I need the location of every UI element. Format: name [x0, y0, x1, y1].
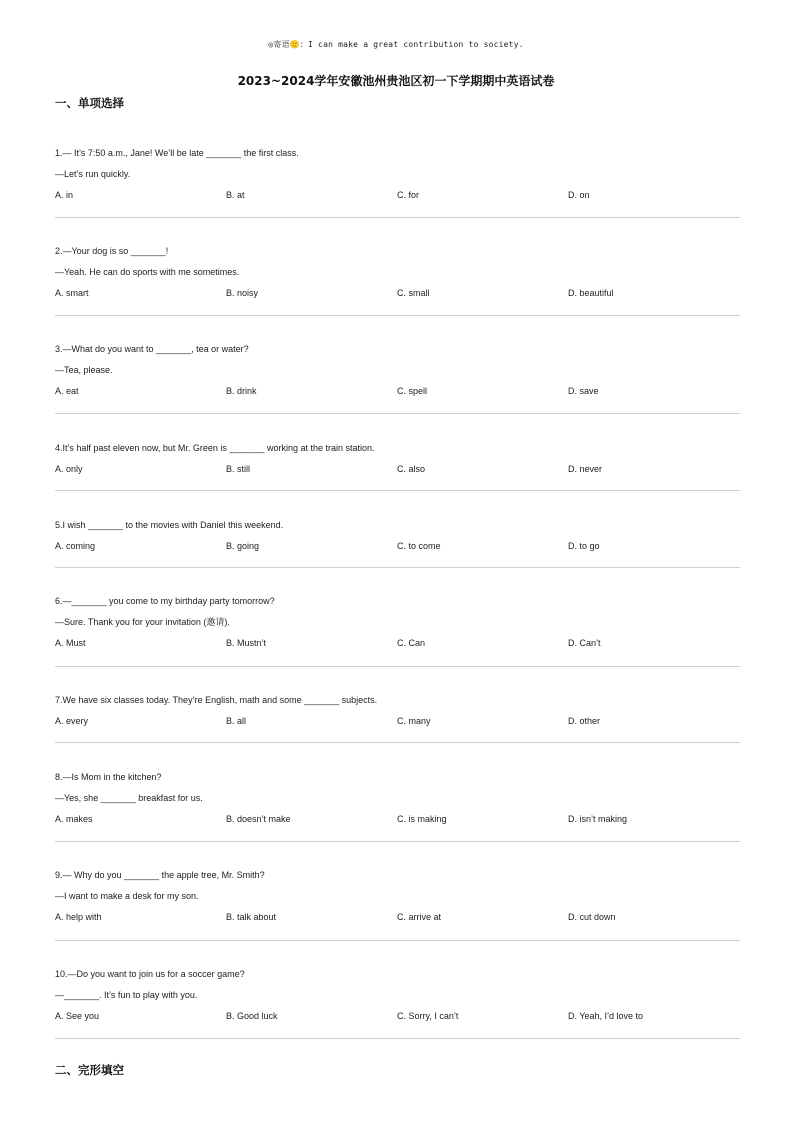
option-c[interactable]: C. spell [397, 386, 428, 396]
option-a[interactable]: A. only [55, 464, 83, 474]
question-stem: 6.—_______ you come to my birthday party tomorrow? [55, 596, 275, 606]
divider [55, 315, 740, 316]
option-a[interactable]: A. eat [55, 386, 79, 396]
question-6 [55, 591, 740, 654]
question-stem: —Yeah. He can do sports with me sometimes. [55, 267, 240, 277]
option-b[interactable]: B. all [226, 716, 247, 726]
question-stem: 9.— Why do you _______ the apple tree, Mr. Smith? [55, 870, 265, 880]
answer-options [55, 536, 740, 557]
option-a[interactable]: A. coming [55, 541, 96, 551]
option-d[interactable]: D. to go [568, 541, 600, 551]
question-stem: —Sure. Thank you for your invitation (邀请). [55, 617, 230, 627]
exam-title: 2023~2024学年安徽池州贵池区初一下学期期中英语试卷 [237, 74, 555, 88]
option-a[interactable]: A. See you [55, 1011, 100, 1021]
question-stem: —Let’s run quickly. [55, 169, 131, 179]
answer-options [55, 381, 740, 402]
question-stem: 4.It’s half past eleven now, but Mr. Green is _______ working at the train station. [55, 443, 375, 453]
question-stem: —Yes, she _______ breakfast for us. [55, 793, 203, 803]
question-stem: 10.—Do you want to join us for a soccer game? [55, 969, 245, 979]
option-b[interactable]: B. Good luck [226, 1011, 278, 1021]
question-9 [55, 865, 740, 928]
option-c[interactable]: C. also [397, 464, 426, 474]
answer-options [55, 809, 740, 830]
option-d[interactable]: D. never [568, 464, 603, 474]
option-d[interactable]: D. save [568, 386, 599, 396]
question-1 [55, 143, 740, 206]
answer-options [55, 711, 740, 732]
option-d[interactable]: D. isn’t making [568, 814, 628, 824]
question-stem: 3.—What do you want to _______, tea or water? [55, 344, 249, 354]
motto-line: ◎寄语🙂：I can make a great contribution to society. [268, 40, 524, 49]
divider [55, 567, 740, 568]
answer-options [55, 459, 740, 480]
option-c[interactable]: C. small [397, 288, 430, 298]
question-stem: 7.We have six classes today. They’re English, math and some _______ subjects. [55, 695, 378, 705]
answer-options [55, 633, 740, 654]
divider [55, 490, 740, 491]
section-heading-cloze: 二、完形填空 [55, 1063, 124, 1077]
option-c[interactable]: C. is making [397, 814, 447, 824]
option-d[interactable]: D. on [568, 190, 590, 200]
question-3 [55, 339, 740, 402]
option-d[interactable]: D. other [568, 716, 601, 726]
option-c[interactable]: C. for [397, 190, 420, 200]
option-a[interactable]: A. every [55, 716, 89, 726]
option-a[interactable]: A. help with [55, 912, 102, 922]
option-b[interactable]: B. Mustn’t [226, 638, 267, 648]
option-c[interactable]: C. Sorry, I can’t [397, 1011, 459, 1021]
divider [55, 940, 740, 941]
option-b[interactable]: B. at [226, 190, 245, 200]
option-d[interactable]: D. Can’t [568, 638, 601, 648]
option-d[interactable]: D. cut down [568, 912, 616, 922]
option-b[interactable]: B. going [226, 541, 260, 551]
option-b[interactable]: B. talk about [226, 912, 277, 922]
question-8 [55, 767, 740, 830]
question-10 [55, 964, 740, 1027]
question-stem: —_______. It’s fun to play with you. [55, 990, 198, 1000]
answer-options [55, 185, 740, 206]
answer-options [55, 1006, 740, 1027]
question-stem: —I want to make a desk for my son. [55, 891, 199, 901]
section-heading-single-choice: 一、单项选择 [55, 96, 124, 110]
divider [55, 841, 740, 842]
option-d[interactable]: D. beautiful [568, 288, 614, 298]
question-stem: —Tea, please. [55, 365, 113, 375]
option-d[interactable]: D. Yeah, I’d love to [568, 1011, 644, 1021]
option-a[interactable]: A. smart [55, 288, 89, 298]
option-c[interactable]: C. arrive at [397, 912, 442, 922]
question-stem: 8.—Is Mom in the kitchen? [55, 772, 162, 782]
question-7 [55, 690, 740, 732]
option-c[interactable]: C. many [397, 716, 431, 726]
divider [55, 742, 740, 743]
option-b[interactable]: B. still [226, 464, 251, 474]
question-stem: 5.I wish _______ to the movies with Daniel this weekend. [55, 520, 284, 530]
question-5 [55, 515, 740, 557]
divider [55, 666, 740, 667]
option-a[interactable]: A. makes [55, 814, 93, 824]
option-b[interactable]: B. doesn’t make [226, 814, 291, 824]
option-c[interactable]: C. Can [397, 638, 426, 648]
question-4 [55, 438, 740, 480]
answer-options [55, 907, 740, 928]
option-b[interactable]: B. drink [226, 386, 257, 396]
divider [55, 413, 740, 414]
question-2 [55, 241, 740, 304]
question-stem: 1.— It’s 7:50 a.m., Jane! We’ll be late _______ the first class. [55, 148, 299, 158]
option-a[interactable]: A. in [55, 190, 74, 200]
divider [55, 1038, 740, 1039]
option-c[interactable]: C. to come [397, 541, 441, 551]
option-a[interactable]: A. Must [55, 638, 86, 648]
divider [55, 217, 740, 218]
option-b[interactable]: B. noisy [226, 288, 259, 298]
question-stem: 2.—Your dog is so _______! [55, 246, 169, 256]
answer-options [55, 283, 740, 304]
